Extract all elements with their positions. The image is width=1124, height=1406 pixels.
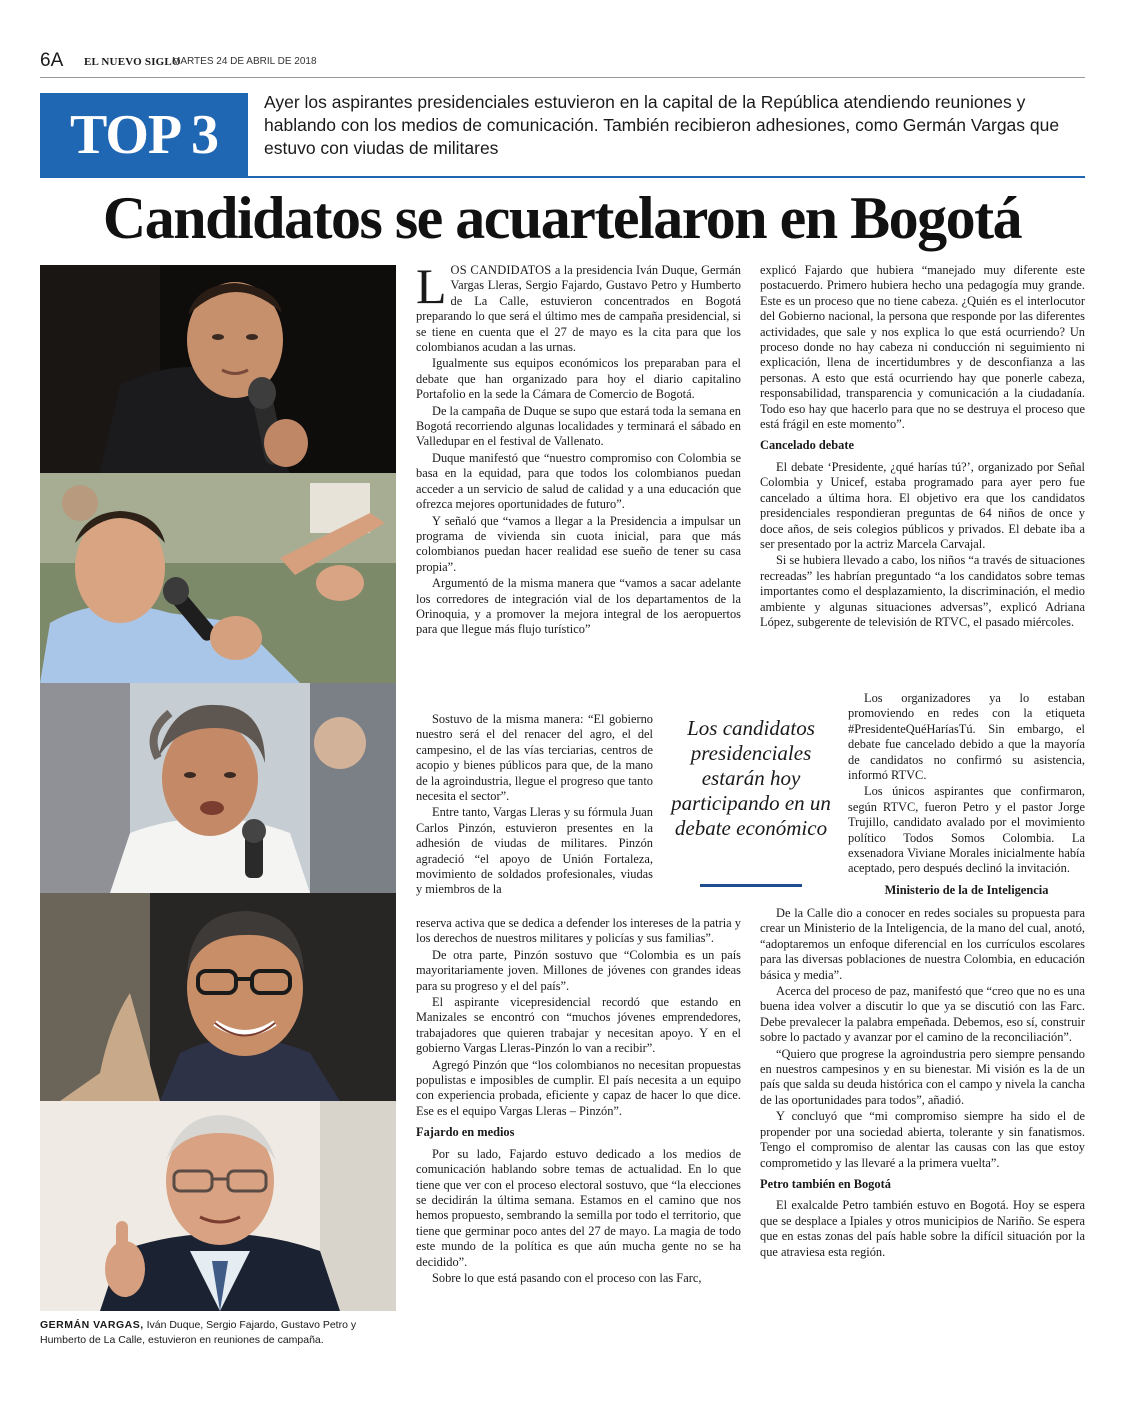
article-column-1-bottom [416, 916, 741, 1287]
article-column-2-bottom [760, 906, 1085, 1261]
pull-quote-rule [700, 884, 802, 887]
article-paragraph: Agregó Pinzón que “los colombianos no necesitan propuestas populistas e imposibles de cumplir. El país necesita a un equipo con experiencia probada, eficiente y capaz de hacer lo que dice. Ese es el equipo Vargas Lleras – Pinzón”. [416, 1057, 741, 1118]
article-paragraph: Sobre lo que está pasando con el proceso con las Farc, [432, 1270, 702, 1285]
article-paragraph: Si se hubiera llevado a cabo, los niños “a través de situaciones recreadas” les habrían preguntado “a los candidatos sobre temas importantes como el desplazamiento, la discriminación, el medio ambiente y algunas situaciones adversas”, explicó Adriana López, subgerente de televisión de RTVC, el pasado miércoles. [760, 553, 1085, 629]
article-column-2-middle [848, 691, 1085, 904]
article-paragraph: Entre tanto, Vargas Lleras y su fórmula Juan Carlos Pinzón, estuvieron presentes en la adhesión de viudas de militares. Pinzón agradeció “el apoyo de Unión Fortaleza, movimiento de soldados profesionales, viudas y miembros de la [416, 805, 653, 897]
article-column-1-middle [416, 712, 653, 899]
article-paragraph: Y concluyó que “mi compromiso siempre ha sido el de propender por una sociedad abierta, tolerante y sin fanatismos. Tengo el compromiso de alentar las causas con las que estoy comprometido y las llevaré a la primera vuelta”. [760, 1109, 1085, 1170]
article-paragraph: Por su lado, Fajardo estuvo dedicado a los medios de comunicación hablando sobre temas de actualidad. En lo que tiene que ver con el proceso electoral sostuvo, que “la elecciones se decidirán la última semana. Estamos en el camino que nos hemos propuesto, sembrando la semilla por todo el territorio, que tiene que germinar poco antes del 27 de mayo. La magia de todo este mundo de la política es que aún mucha gente no se ha decidido”. [416, 1146, 741, 1269]
drop-cap: L [416, 258, 447, 314]
article-paragraph: Acerca del proceso de paz, manifestó que “creo que no es una buena idea volver a discutir lo que ya se discutió con las Farc. Debe prevalecer la palabra empeñada. Debemos, eso sí, construir sobre lo pactado y avanzar por el camino de la reconciliación”. [760, 984, 1085, 1045]
article-lead-paragraph [416, 258, 742, 355]
subhead-petro: Petro también en Bogotá [760, 1176, 891, 1191]
article-column-2-top [760, 263, 1085, 631]
subhead-fajardo: Fajardo en medios [416, 1125, 515, 1140]
subhead-cancelado: Cancelado debate [760, 438, 854, 453]
article-paragraph: Sostuvo de la misma manera: “El gobierno nuestro será el del renacer del agro, el del campesino, el de las vías terciarias, centros de acopio y bienes públicos para que, de la mano de la agroindustria, llegue el progreso que tanto necesita el sector”. [416, 712, 653, 804]
photo-humberto-de-la-calle [40, 1101, 396, 1311]
article-paragraph: explicó Fajardo que hubiera “manejado muy diferente este postacuerdo. Primero hubiera hecho una pedagogía muy grande. Este es un proceso que no tiene cabeza. ¿Quién es el interlocutor del Gobierno nacional, la persona que responde por las diferentes actividades, que sale y nos explica lo que está ocurriendo? Un proceso donde no hay cabeza ni conducción ni seguimiento ni explicación, llena de incertidumbres y de desconfianza a las personas. A esto que está ocurriendo hay que ponerle cabeza, responsabilidad, transparencia y comunicación a la ciudadanía. Todo eso hay que hacerlo para que no se destruya el proceso que está frágil en este momento”. [760, 263, 1085, 432]
top3-label: TOP 3 [69, 104, 218, 166]
article-paragraph: El exalcalde Petro también estuvo en Bogotá. Hoy se espera que se desplace a Ipiales y otros municipios de Nariño. Se espera que en estas zonas del país hable sobre la difícil situación por la que atraviesa esta región. [760, 1198, 1085, 1259]
photo-sergio-fajardo [40, 683, 396, 893]
article-paragraph: El debate ‘Presidente, ¿qué harías tú?’, organizado por Señal Colombia y Unicef, estaba programado para ayer pero fue cancelado a última hora. El objetivo era que los candidatos presidenciales respondieran preguntas de 64 niños de once y doce años, de seis colegios públicos y privados. El debate iba a ser presentado por la actriz Marcela Carvajal. [760, 459, 1085, 551]
photo-ivan-duque [40, 473, 396, 683]
subhead-ministerio: Ministerio de la de Inteligencia [884, 882, 1049, 897]
article-paragraph: Y señaló que “vamos a llegar a la Presidencia a impulsar un programa de vivienda sin cuota inicial, para que más colombianos puedan hacer realidad ese sueño de tener su casa propia”. [416, 513, 741, 574]
article-paragraph: De otra parte, Pinzón sostuvo que “Colombia es un país mayoritariamente joven. Millones de jóvenes con grandes ideas para su progreso y el del país”. [416, 947, 741, 993]
article-paragraph: reserva activa que se dedica a defender los intereses de la patria y los derechos de nuestros militares y policías y sus familias”. [416, 916, 741, 946]
lead-text: a la presidencia Iván Duque, Germán Vargas Lleras, Sergio Fajardo, Gustavo Petro y Humberto de La Calle, estuvieron concentrados en Bogotá preparando lo que será el último mes de campaña presidencial, si se tiene en cuenta que el 27 de mayo es la cita para que los colombianos acudan a las urnas. [416, 263, 742, 355]
article-paragraph: Los únicos aspirantes que confirmaron, según RTVC, fueron Petro y el pastor Jorge Trujillo, candidato avalado por el movimiento político Todos Somos Colombia. La exsenadora Viviane Morales inicialmente había aceptado, pero después declinó la invitación. [848, 784, 1085, 876]
article-paragraph: Los organizadores ya lo estaban promoviendo en redes con la etiqueta #PresidenteQuéHaríasTú. Sin embargo, el debate fue cancelado debido a que la mayoría de candidatos no confirmó su asistencia, informó RTVC. [848, 691, 1085, 783]
article-paragraph: De la Calle dio a conocer en redes sociales su propuesta para crear un Ministerio de la Inteligencia, de la mano del cual, anotó, “adoptaremos un enfoque diferencial en los currículos escolares para las diversas poblaciones de nuestra Colombia, en educación básica y media”. [760, 906, 1085, 982]
article-column-1-top [416, 258, 742, 639]
article-paragraph: Duque manifestó que “nuestro compromiso con Colombia se basa en la equidad, para que todos los colombianos puedan acceder a un servicio de salud de calidad y a una educación que ofrezca mejores oportunidades de futuro”. [416, 450, 741, 512]
lead-caps: OS CANDIDATOS [450, 263, 552, 277]
photo-german-vargas [40, 265, 396, 473]
caption-text: Iván Duque, Sergio Fajardo, Gustavo Petro y Humberto de La Calle, estuvieron en reuniones de campaña. [40, 1319, 357, 1346]
banner-divider [40, 176, 1085, 178]
article-paragraph: “Quiero que progrese la agroindustria pero siempre pensando en nuestros campesinos y en su bienestar. Mi visión es la de un país que salda su deuda histórica con el campo y nivela la cancha de las oportunidades para todos”, añadió. [760, 1046, 1085, 1107]
pull-quote: Los candidatos presidenciales estarán hoy participando en un debate económico [671, 716, 831, 840]
caption-name: GERMÁN VARGAS, [40, 1319, 144, 1331]
photo-caption [40, 1318, 400, 1347]
publication-date: MARTES 24 DE ABRIL DE 2018 [172, 56, 317, 67]
article-paragraph: Igualmente sus equipos económicos los preparaban para el debate que han organizado para hoy el diario capitalino Portafolio en la sede la Cámara de Comercio de Bogotá. [416, 356, 741, 402]
article-paragraph: El aspirante vicepresidencial recordó que estando en Manizales se encontró con “muchos jóvenes emprendedores, trabajadores que quieren trabajar y necesitan apoyo. Y en el gobierno Vargas Lleras-Pinzón lo van a recibir”. [416, 995, 741, 1056]
article-paragraph: De la campaña de Duque se supo que estará toda la semana en Bogotá recorriendo algunas localidades y terminará el sábado en Valledupar en el festival de Vallenato. [416, 403, 741, 449]
article-headline: Candidatos se acuartelaron en Bogotá [102, 185, 1022, 251]
page-header [40, 50, 1085, 78]
newspaper-name: EL NUEVO SIGLO [84, 56, 181, 68]
page-number: 6A [40, 50, 64, 71]
photo-gustavo-petro [40, 893, 396, 1101]
top3-banner [40, 93, 248, 177]
banner-intro: Ayer los aspirantes presidenciales estuvieron en la capital de la República atendiendo reuniones y hablando con los medios de comunicación. También recibieron adhesiones, como Germán Vargas que estuvo con viudas de militares [264, 92, 1060, 158]
article-paragraph: Argumentó de la misma manera que “vamos a sacar adelante los corredores de integración vial de los departamentos de la Orinoquia, y a promover la mejora integral de los aeropuertos para que llegue más flujo turístico” [416, 576, 741, 637]
